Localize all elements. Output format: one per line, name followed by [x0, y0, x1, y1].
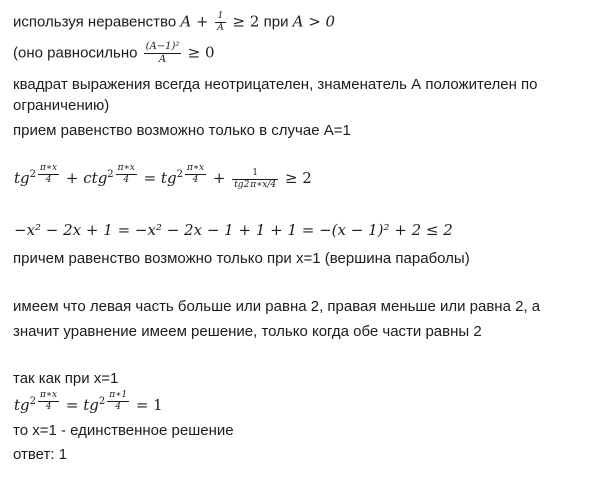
fraction-denominator: 4 — [115, 402, 122, 412]
text-pri: при — [263, 13, 289, 31]
ctg-label: ctg — [83, 169, 108, 187]
formula-a-plus: A + — [180, 12, 214, 31]
fraction-square-over-a — [144, 42, 182, 65]
exponent-two: 2 — [29, 169, 37, 180]
fraction-denominator: A — [217, 23, 224, 33]
equals-one: = 1 — [135, 396, 163, 414]
tg-label: tg — [234, 179, 244, 190]
formula-ge-zero: ≥ 0 — [187, 43, 215, 62]
reciprocal-fraction — [232, 169, 278, 190]
equals-sign: = — [143, 169, 157, 187]
exponent-two: 2 — [176, 169, 183, 180]
fraction-one-over-a — [215, 12, 226, 33]
argument-fraction — [107, 391, 129, 412]
exponent-two: 2 — [98, 396, 106, 407]
line-solution-condition: значит уравнение имеем решение, только когда обе части равны 2 — [13, 323, 482, 340]
argument-fraction — [38, 391, 59, 412]
argument-fraction — [38, 164, 59, 185]
line-unique-solution: то x=1 - единственное решение — [13, 422, 234, 439]
line-restriction: ограничению) — [13, 97, 110, 114]
formula-tg-ctg — [14, 164, 312, 190]
line-left-right-compare: имеем что левая часть больше или равна 2, правая меньше или равна 2, а — [13, 298, 541, 315]
fraction-denominator: 4 — [192, 175, 199, 185]
line-answer: ответ: 1 — [13, 446, 68, 463]
fraction-numerator: π∗x — [117, 163, 135, 173]
fraction-numerator: (A−1)² — [145, 41, 180, 52]
line-equality-case: прием равенство возможно только в случае А=1 — [13, 122, 351, 139]
line-equivalent — [13, 42, 215, 65]
formula-parabola: −x² − 2x + 1 = −x² − 2x − 1 + 1 + 1 = −(x − 1)² + 2 ≤ 2 — [14, 221, 453, 239]
tg-label: tg — [14, 396, 30, 414]
argument-denominator: 4 — [270, 179, 277, 190]
fraction-numerator: 1 — [232, 169, 278, 180]
tg-label: tg — [14, 169, 30, 187]
equivalent-text: (оно равносильно — [13, 44, 138, 62]
line-inequality-intro — [13, 12, 335, 33]
exponent-two: 2 — [107, 169, 114, 180]
fraction-numerator: π∗x — [40, 390, 58, 400]
formula-a-positive: A > 0 — [292, 12, 336, 31]
fraction-denominator: 4 — [123, 175, 130, 185]
formula-ge-two: ≥ 2 — [284, 169, 312, 187]
equals-sign: = — [65, 396, 79, 414]
argument-numerator: π∗x — [250, 179, 268, 190]
fraction-denominator: 4 — [45, 402, 52, 412]
tg-label: tg — [160, 169, 177, 187]
intro-text: используя неравенство — [13, 13, 177, 31]
fraction-denominator: tg2 π∗x/4 — [234, 179, 277, 190]
fraction-denominator: A — [158, 54, 167, 65]
line-square-nonnegative: квадрат выражения всегда неотрицателен, знаменатель А положителен по — [13, 76, 538, 93]
plus-sign: + — [65, 169, 79, 187]
exponent-two: 2 — [29, 396, 37, 407]
plus-sign: + — [212, 169, 226, 187]
fraction-numerator: π∗1 — [109, 390, 128, 400]
argument-fraction — [185, 164, 206, 185]
exponent-two: 2 — [243, 179, 250, 190]
line-since-x-one: так как при x=1 — [13, 370, 119, 387]
fraction-numerator: π∗x — [40, 163, 58, 173]
formula-tg-check — [14, 391, 163, 414]
fraction-denominator: 4 — [45, 175, 52, 185]
tg-label: tg — [83, 396, 99, 414]
argument-fraction — [116, 164, 137, 185]
formula-ge-two: ≥ 2 — [227, 12, 260, 31]
fraction-numerator: 1 — [215, 12, 226, 23]
line-vertex-equality: причем равенство возможно только при x=1 (вершина параболы) — [13, 250, 470, 267]
fraction-numerator: π∗x — [186, 163, 205, 173]
